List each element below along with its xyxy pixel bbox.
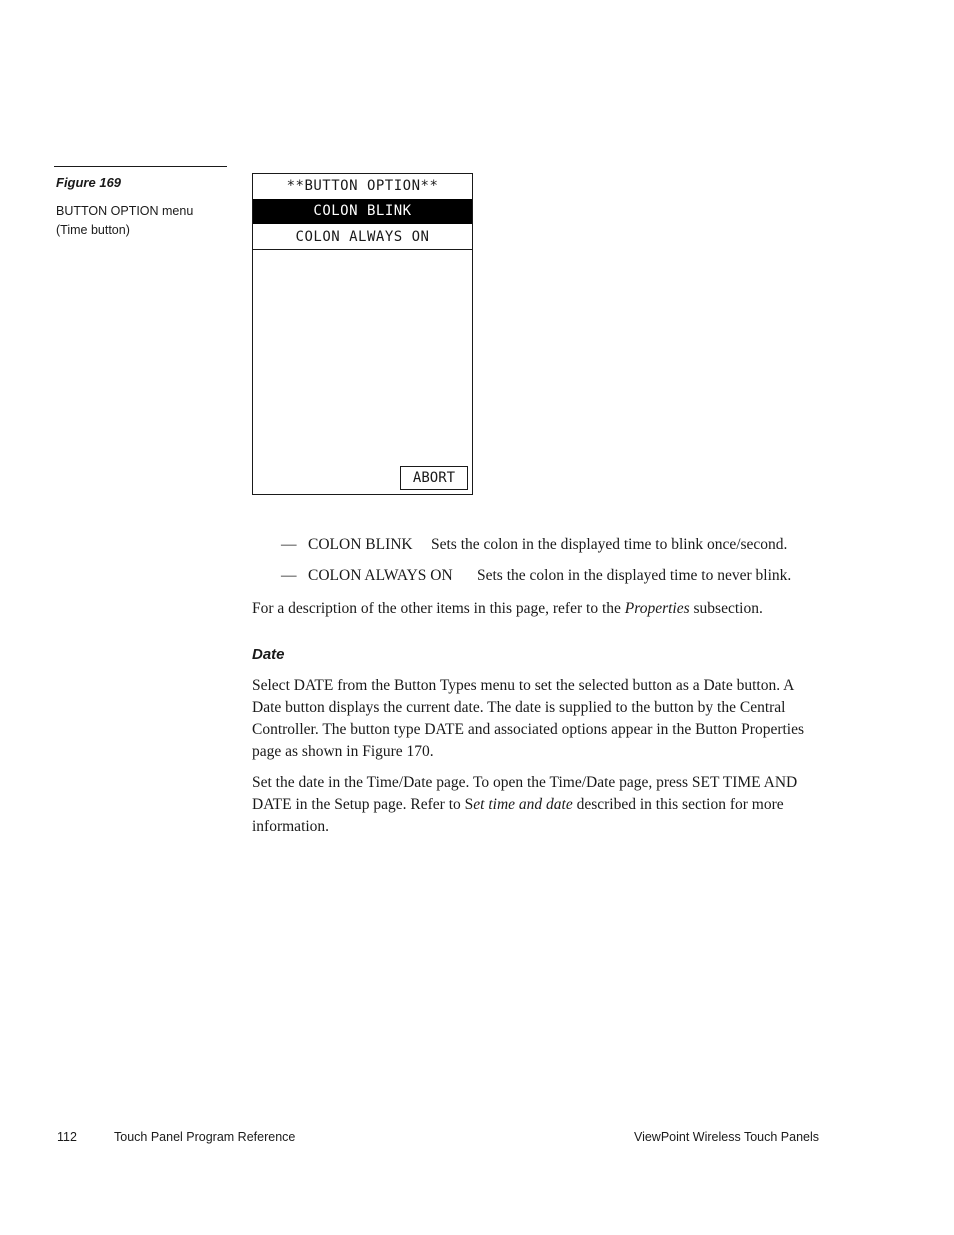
text-run: For a description of the other items in this page, refer to the	[252, 600, 625, 617]
text-run: Set the date in the Time/Date page. To open the Time/Date page, press SET TIME AND DATE in the Setup page. Refer to S	[252, 774, 798, 813]
properties-paragraph	[252, 598, 818, 620]
footer-left-title: Touch Panel Program Reference	[114, 1130, 296, 1144]
page-number: 112	[57, 1130, 77, 1144]
date-paragraph: Select DATE from the Button Types menu to set the selected button as a Date button. A Date button displays the current date. The date is supplied to the button by the Central Controller. The button type DATE and associated options appear in the Button Properties page as shown in Figure 170.	[252, 677, 805, 760]
section-heading: Date	[252, 646, 285, 663]
cross-reference-text: et time and date	[473, 796, 573, 813]
figure-caption	[56, 202, 226, 240]
figure-caption-line: BUTTON OPTION menu	[56, 204, 194, 218]
text-run: described in this section for more information.	[252, 796, 784, 835]
date-paragraph	[252, 772, 818, 838]
option-name: COLON ALWAYS ON	[308, 567, 453, 584]
dash-glyph: —	[281, 536, 297, 553]
figure-caption-line: (Time button)	[56, 223, 130, 237]
text-run: subsection.	[689, 600, 763, 617]
option-description: Sets the colon in the displayed time to blink once/second.	[431, 536, 788, 553]
dash-glyph: —	[281, 567, 297, 584]
option-name: COLON BLINK	[308, 536, 413, 553]
menu-title: **BUTTON OPTION**	[286, 178, 439, 194]
footer-right-title: ViewPoint Wireless Touch Panels	[633, 1130, 819, 1144]
menu-item-colon-blink[interactable]: COLON BLINK	[253, 199, 472, 224]
option-description: Sets the colon in the displayed time to never blink.	[477, 567, 792, 584]
figure-rule	[54, 166, 227, 167]
option-entry	[281, 567, 791, 585]
button-option-screen	[252, 173, 473, 495]
option-entry	[281, 536, 787, 554]
properties-link-text: Properties	[624, 600, 690, 617]
menu-item-colon-always-on[interactable]: COLON ALWAYS ON	[253, 225, 472, 250]
abort-button[interactable]: ABORT	[400, 466, 468, 490]
figure-label: Figure 169	[56, 175, 122, 190]
